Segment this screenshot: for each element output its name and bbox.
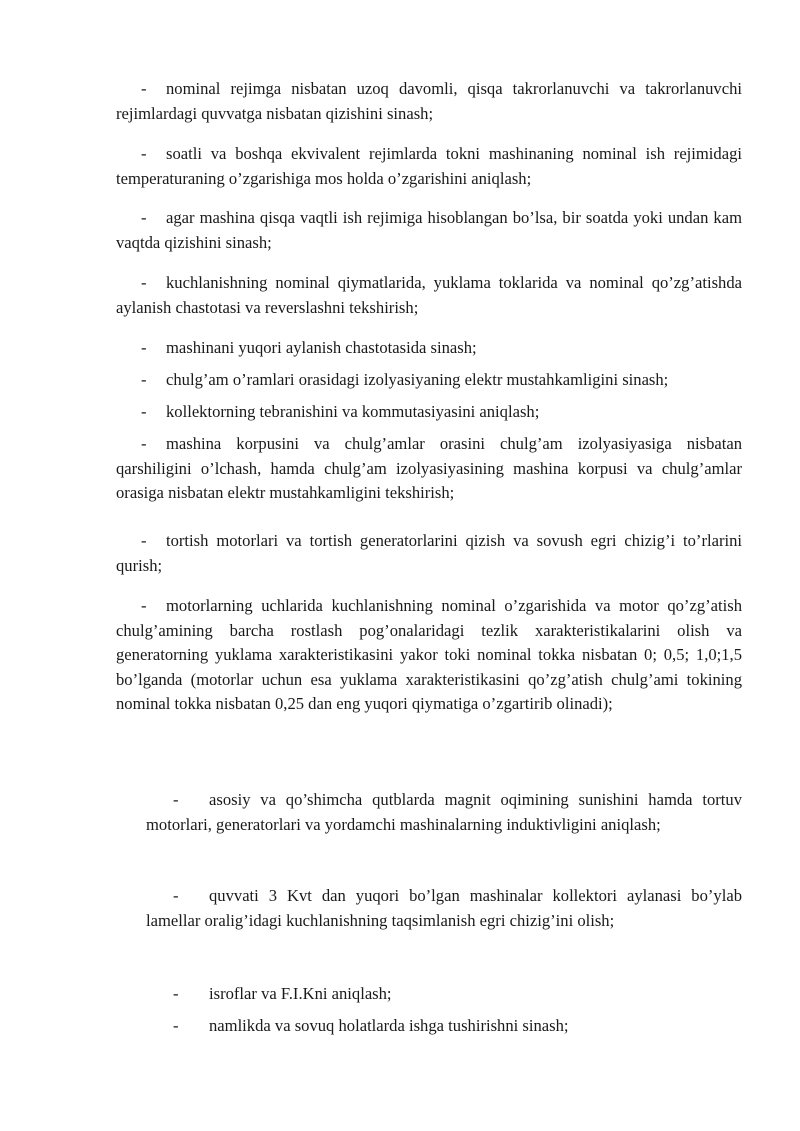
list-item bbox=[116, 142, 742, 191]
list-marker: - bbox=[141, 208, 147, 227]
list-item bbox=[146, 982, 742, 1007]
list-item bbox=[116, 400, 742, 425]
list-item bbox=[116, 271, 742, 320]
list-item bbox=[146, 1014, 742, 1039]
list-marker: - bbox=[173, 886, 179, 905]
list-item-text: chulg’am o’ramlari orasidagi izolyasiyaning elektr mustahkamligini sinash; bbox=[166, 370, 669, 389]
list-item-text: nominal rejimga nisbatan uzoq davomli, qisqa takrorlanuvchi va takrorlanuvchi rejimlardagi quvvatga nisbatan qizishini sinash; bbox=[116, 79, 742, 123]
list-marker: - bbox=[141, 434, 147, 453]
list-marker: - bbox=[173, 790, 179, 809]
list-item bbox=[116, 529, 742, 578]
list-item bbox=[116, 336, 742, 361]
list-item bbox=[146, 788, 742, 837]
list-item-text: tortish motorlari va tortish generatorlarini qizish va sovush egri chizig’i to’rlarini qurish; bbox=[116, 531, 742, 575]
list-item-text: mashinani yuqori aylanish chastotasida sinash; bbox=[166, 338, 477, 357]
list-item bbox=[116, 77, 742, 126]
list-item-text: asosiy va qo’shimcha qutblarda magnit oqimining sunishini hamda tortuv motorlari, generatorlari va yordamchi mashinalarning induktivligini aniqlash; bbox=[146, 790, 742, 834]
list-marker: - bbox=[173, 984, 179, 1003]
list-item-text: isroflar va F.I.Kni aniqlash; bbox=[209, 984, 392, 1003]
list-item-text: agar mashina qisqa vaqtli ish rejimiga hisoblangan bo’lsa, bir soatda yoki undan kam vaqtda qizishini sinash; bbox=[116, 208, 742, 252]
list-marker: - bbox=[141, 273, 147, 292]
list-item-text: quvvati 3 Kvt dan yuqori bo’lgan mashinalar kollektori aylanasi bo’ylab lamellar oralig’idagi kuchlanishning taqsimlanish egri chizig’ini olish; bbox=[146, 886, 742, 930]
list-item-text: kuchlanishning nominal qiymatlarida, yuklama toklarida va nominal qo’zg’atishda aylanish chastotasi va reverslashni tekshirish; bbox=[116, 273, 742, 317]
list-marker: - bbox=[141, 144, 147, 163]
list-marker: - bbox=[141, 402, 147, 421]
list-item bbox=[146, 884, 742, 933]
list-item bbox=[116, 594, 742, 717]
list-item-text: soatli va boshqa ekvivalent rejimlarda tokni mashinaning nominal ish rejimidagi temperaturaning o’zgarishiga mos holda o’zgarishini aniqlash; bbox=[116, 144, 742, 188]
list-item-text: kollektorning tebranishini va kommutasiyasini aniqlash; bbox=[166, 402, 540, 421]
list-item-text: namlikda va sovuq holatlarda ishga tushirishni sinash; bbox=[209, 1016, 569, 1035]
list-marker: - bbox=[173, 1016, 179, 1035]
list-item bbox=[116, 368, 742, 393]
list-marker: - bbox=[141, 370, 147, 389]
list-marker: - bbox=[141, 79, 147, 98]
list-marker: - bbox=[141, 596, 147, 615]
list-item bbox=[116, 432, 742, 506]
list-item-text: motorlarning uchlarida kuchlanishning nominal o’zgarishida va motor qo’zg’atish chulg’amining barcha rostlash pog’onalaridagi tezlik xarakteristikalarini olish va generatorning yuklama xarakteristikasini yakor toki nominal tokka nisbatan 0; 0,5; 1,0;1,5 bo’lganda (motorlar uchun esa yuklama xarakteristikasini qo’zg’atish chulg’ami tokining nominal tokka nisbatan 0,25 dan eng yuqori qiymatiga o’zgartirib olinadi); bbox=[116, 596, 742, 714]
list-item-text: mashina korpusini va chulg’amlar orasini chulg’am izolyasiyasiga nisbatan qarshiligini o’lchash, hamda chulg’am izolyasiyasining mashina korpusi va chulg’amlar orasiga nisbatan elektr mustahkamligini tekshirish; bbox=[116, 434, 742, 503]
list-marker: - bbox=[141, 338, 147, 357]
list-item bbox=[116, 206, 742, 255]
list-marker: - bbox=[141, 531, 147, 550]
